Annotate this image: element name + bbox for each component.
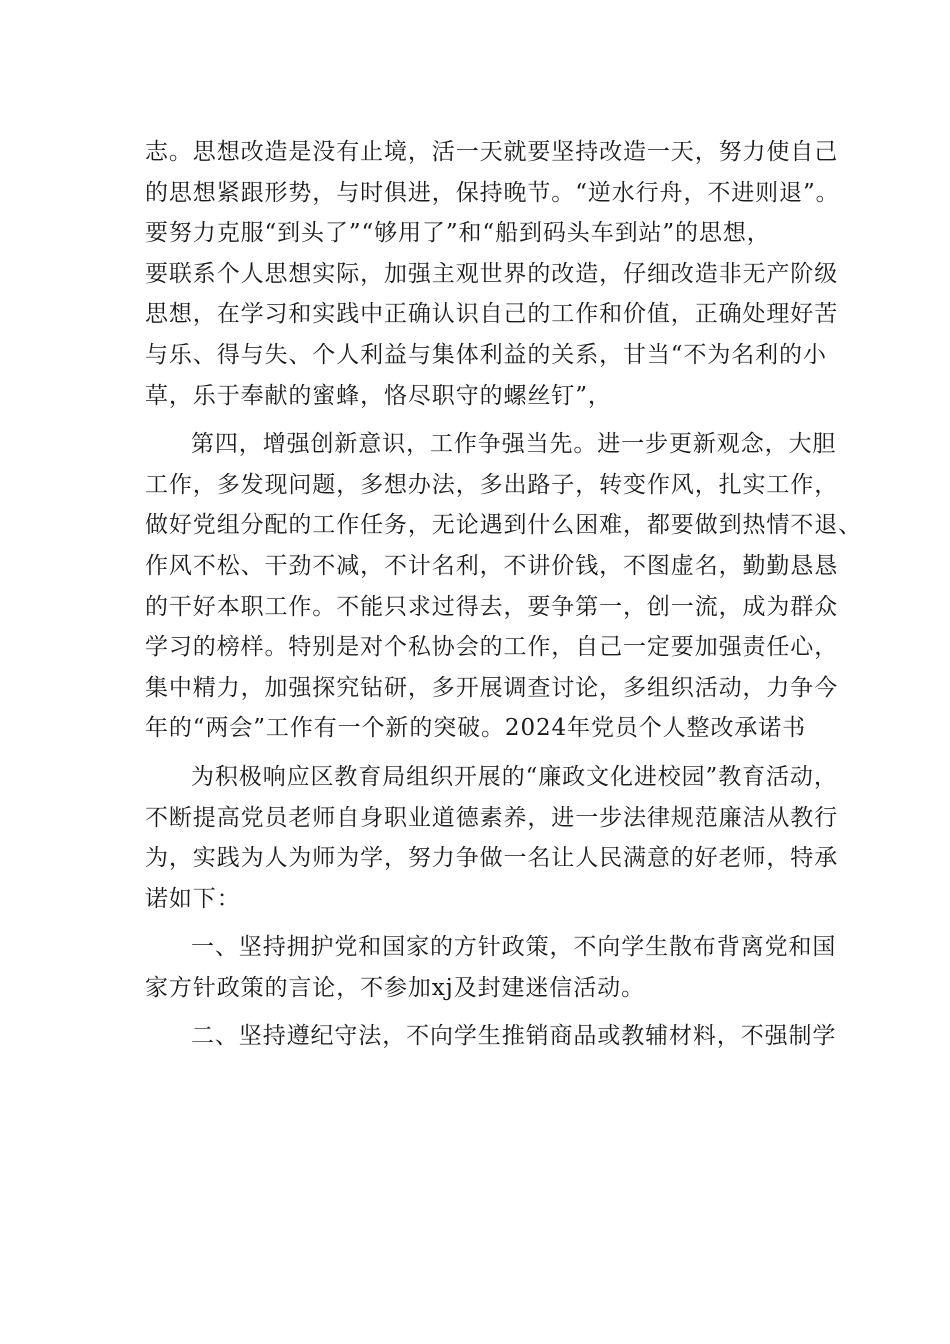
text-line: 第四，增强创新意识，工作争强当先。进一步更新观念，大胆 [191,431,837,458]
text-line: 要联系个人思想实际，加强主观世界的改造，仔细改造非无产阶级 [145,260,839,287]
text-line: 草，乐于奉献的蜜蜂，恪尽职守的螺丝钉”， [145,382,612,409]
text-line: 为，实践为人为师为学，努力争做一名让人民满意的好老师，特承 [145,845,839,872]
paragraph [145,132,840,416]
text-line: 做好党组分配的工作任务，无论遇到什么困难，都要做到热情不退、 [145,512,862,539]
text-line: 作风不松、干劲不减，不计名利，不讲价钱，不图虚名，勤勤恳恳 [145,552,839,579]
text-line: 的干好本职工作。不能只求过得去，要争第一，创一流，成为群众 [145,593,839,620]
text-line: 二、坚持遵纪守法，不向学生推销商品或教辅材料，不强制学 [191,1023,837,1050]
text-line: 的思想紧跟形势，与时俱进，保持晚节。“逆水行舟，不进则退”。 [145,179,840,206]
text-line: 一、坚持拥护党和国家的方针政策，不向学生散布背离党和国 [191,934,837,961]
text-line: 家方针政策的言论，不参加xj及封建迷信活动。 [145,974,645,1001]
paragraph [145,927,835,1008]
text-line: 诺如下： [145,885,241,912]
text-line: 集中精力，加强探究钻研，多开展调查讨论，多组织活动，力争今 [145,674,839,701]
text-line: 志。思想改造是没有止境，活一天就要坚持改造一天，努力使自己 [145,139,839,165]
text-line: 年的“两会”工作有一个新的突破。2024年党员个人整改承诺书 [145,715,807,742]
text-line: 与乐、得与失、个人利益与集体利益的关系，甘当“不为名利的小 [145,341,827,368]
text-line: 为积极响应区教育局组织开展的“廉政文化进校园”教育活动， [191,763,838,790]
text-line: 要努力克服“到头了”“够用了”和“船到码头车到站”的思想， [145,220,771,247]
text-line: 不断提高党员老师自身职业道德素养，进一步法律规范廉洁从教行 [145,804,839,831]
text-line: 学习的榜样。特别是对个私协会的工作，自己一定要加强责任心， [145,634,839,661]
paragraph [145,757,839,919]
document-body [145,132,862,1057]
paragraph [145,1016,835,1057]
text-line: 思想，在学习和实践中正确认识自己的工作和价值，正确处理好苦 [145,301,839,328]
paragraph [145,424,862,749]
text-line: 工作，多发现问题，多想办法，多出路子，转变作风，扎实工作， [145,471,839,498]
